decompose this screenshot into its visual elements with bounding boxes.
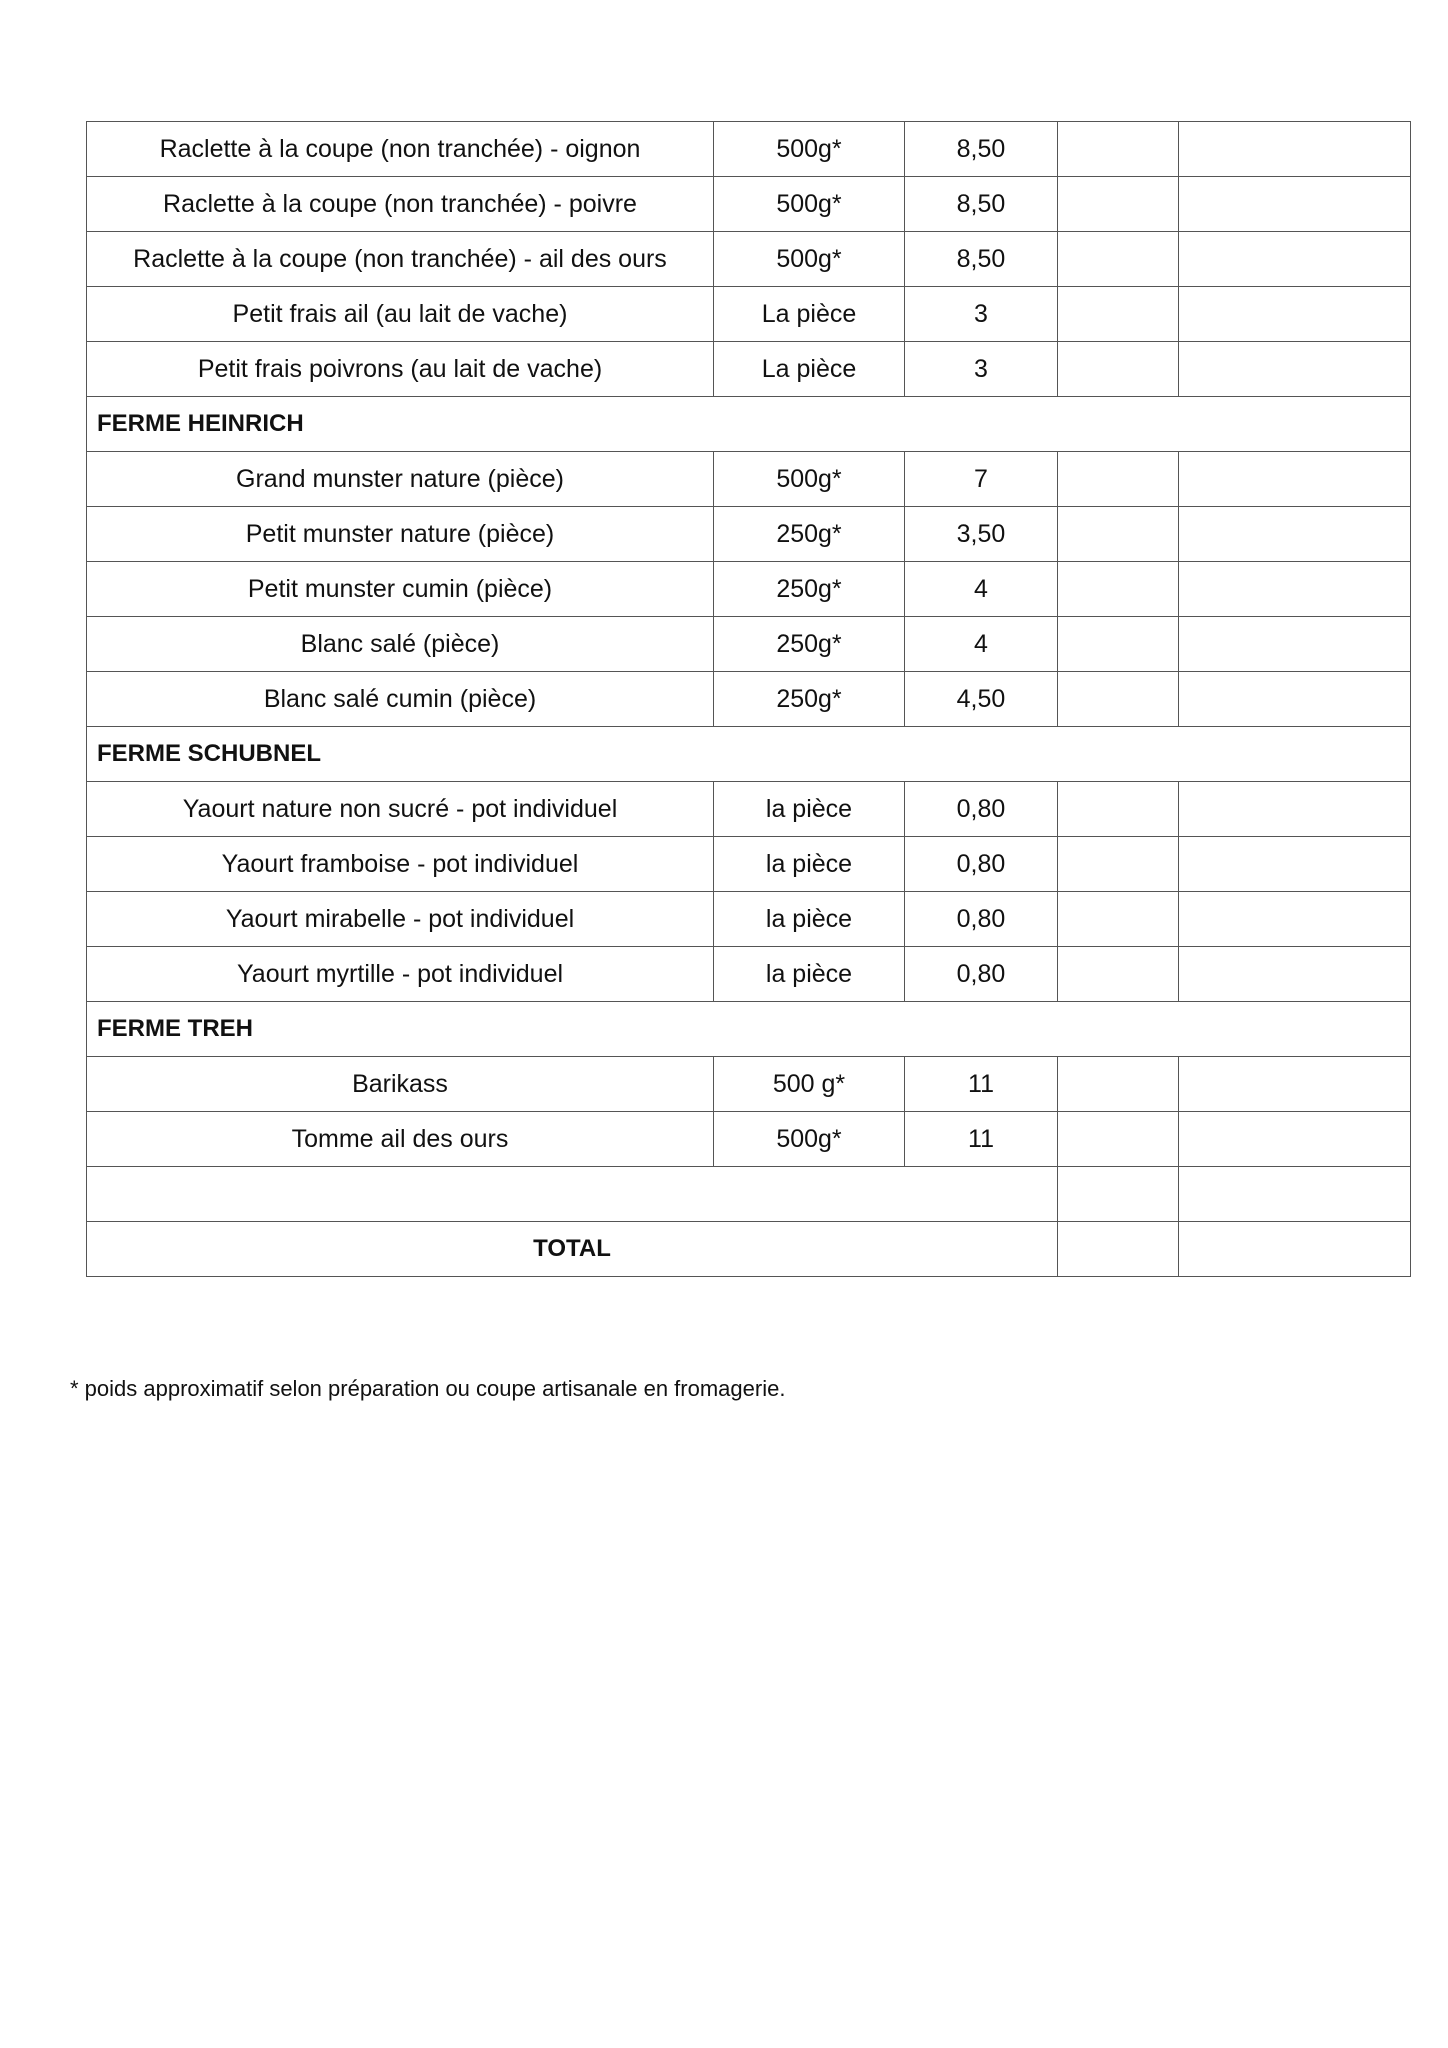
product-price: 3 (905, 287, 1058, 342)
product-unit: 250g* (714, 672, 905, 727)
line-total-cell[interactable] (1179, 837, 1411, 892)
line-total-cell[interactable] (1179, 452, 1411, 507)
product-unit: la pièce (714, 947, 905, 1002)
product-name: Yaourt mirabelle - pot individuel (87, 892, 714, 947)
product-unit: 250g* (714, 617, 905, 672)
total-amount-cell[interactable] (1179, 1222, 1411, 1277)
line-total-cell[interactable] (1179, 1112, 1411, 1167)
product-name: Raclette à la coupe (non tranchée) - poivre (87, 177, 714, 232)
section-title: FERME TREH (87, 1002, 1411, 1057)
product-unit: 250g* (714, 562, 905, 617)
line-total-cell[interactable] (1179, 1057, 1411, 1112)
line-total-cell[interactable] (1179, 122, 1411, 177)
order-table-body (87, 122, 1411, 1277)
line-total-cell[interactable] (1179, 287, 1411, 342)
product-unit: 500 g* (714, 1057, 905, 1112)
product-row (87, 947, 1411, 1002)
product-price: 4 (905, 562, 1058, 617)
total-row (87, 1222, 1411, 1277)
section-header-row (87, 1002, 1411, 1057)
quantity-cell[interactable] (1058, 342, 1179, 397)
quantity-cell[interactable] (1058, 232, 1179, 287)
product-name: Raclette à la coupe (non tranchée) - ail des ours (87, 232, 714, 287)
product-row (87, 892, 1411, 947)
product-price: 11 (905, 1057, 1058, 1112)
line-total-cell[interactable] (1179, 947, 1411, 1002)
section-header-row (87, 727, 1411, 782)
line-total-cell[interactable] (1179, 672, 1411, 727)
product-row (87, 672, 1411, 727)
product-unit: La pièce (714, 287, 905, 342)
line-total-cell[interactable] (1179, 782, 1411, 837)
product-price: 0,80 (905, 782, 1058, 837)
quantity-cell[interactable] (1058, 452, 1179, 507)
blank-cell (87, 1167, 1058, 1222)
product-name: Blanc salé (pièce) (87, 617, 714, 672)
blank-row (87, 1167, 1411, 1222)
product-name: Petit frais poivrons (au lait de vache) (87, 342, 714, 397)
product-row (87, 837, 1411, 892)
quantity-cell[interactable] (1058, 562, 1179, 617)
section-header-row (87, 397, 1411, 452)
product-row (87, 617, 1411, 672)
product-price: 0,80 (905, 892, 1058, 947)
product-row (87, 507, 1411, 562)
product-unit: 500g* (714, 177, 905, 232)
product-name: Yaourt myrtille - pot individuel (87, 947, 714, 1002)
product-unit: la pièce (714, 837, 905, 892)
product-row (87, 177, 1411, 232)
quantity-cell[interactable] (1058, 122, 1179, 177)
quantity-cell[interactable] (1058, 507, 1179, 562)
product-name: Barikass (87, 1057, 714, 1112)
line-total-cell[interactable] (1179, 177, 1411, 232)
product-row (87, 562, 1411, 617)
product-price: 8,50 (905, 177, 1058, 232)
product-row (87, 1112, 1411, 1167)
product-unit: 500g* (714, 122, 905, 177)
line-total-cell[interactable] (1179, 507, 1411, 562)
blank-total-cell[interactable] (1179, 1167, 1411, 1222)
product-unit: La pièce (714, 342, 905, 397)
product-unit: la pièce (714, 782, 905, 837)
line-total-cell[interactable] (1179, 617, 1411, 672)
quantity-cell[interactable] (1058, 1057, 1179, 1112)
quantity-cell[interactable] (1058, 947, 1179, 1002)
quantity-cell[interactable] (1058, 782, 1179, 837)
product-name: Petit munster nature (pièce) (87, 507, 714, 562)
line-total-cell[interactable] (1179, 892, 1411, 947)
product-name: Yaourt nature non sucré - pot individuel (87, 782, 714, 837)
product-price: 7 (905, 452, 1058, 507)
product-unit: 500g* (714, 1112, 905, 1167)
product-price: 8,50 (905, 232, 1058, 287)
quantity-cell[interactable] (1058, 837, 1179, 892)
quantity-cell[interactable] (1058, 672, 1179, 727)
product-unit: la pièce (714, 892, 905, 947)
product-unit: 500g* (714, 452, 905, 507)
quantity-cell[interactable] (1058, 287, 1179, 342)
product-name: Tomme ail des ours (87, 1112, 714, 1167)
footnote: * poids approximatif selon préparation ou coupe artisanale en fromagerie. (70, 1376, 786, 1401)
total-label: TOTAL (87, 1222, 1058, 1277)
quantity-cell[interactable] (1058, 177, 1179, 232)
product-name: Raclette à la coupe (non tranchée) - oignon (87, 122, 714, 177)
total-quantity-cell[interactable] (1058, 1222, 1179, 1277)
product-name: Blanc salé cumin (pièce) (87, 672, 714, 727)
product-price: 4 (905, 617, 1058, 672)
blank-quantity-cell[interactable] (1058, 1167, 1179, 1222)
product-price: 0,80 (905, 837, 1058, 892)
section-title: FERME HEINRICH (87, 397, 1411, 452)
product-price: 4,50 (905, 672, 1058, 727)
product-row (87, 452, 1411, 507)
line-total-cell[interactable] (1179, 342, 1411, 397)
quantity-cell[interactable] (1058, 1112, 1179, 1167)
product-row (87, 342, 1411, 397)
quantity-cell[interactable] (1058, 892, 1179, 947)
product-row (87, 232, 1411, 287)
product-price: 3,50 (905, 507, 1058, 562)
product-row (87, 122, 1411, 177)
order-table (86, 121, 1411, 1277)
product-price: 8,50 (905, 122, 1058, 177)
product-row (87, 782, 1411, 837)
line-total-cell[interactable] (1179, 562, 1411, 617)
product-name: Petit frais ail (au lait de vache) (87, 287, 714, 342)
line-total-cell[interactable] (1179, 232, 1411, 287)
section-title: FERME SCHUBNEL (87, 727, 1411, 782)
product-unit: 500g* (714, 232, 905, 287)
product-name: Yaourt framboise - pot individuel (87, 837, 714, 892)
product-price: 11 (905, 1112, 1058, 1167)
product-name: Petit munster cumin (pièce) (87, 562, 714, 617)
product-unit: 250g* (714, 507, 905, 562)
quantity-cell[interactable] (1058, 617, 1179, 672)
product-row (87, 287, 1411, 342)
product-name: Grand munster nature (pièce) (87, 452, 714, 507)
product-price: 3 (905, 342, 1058, 397)
product-price: 0,80 (905, 947, 1058, 1002)
product-row (87, 1057, 1411, 1112)
